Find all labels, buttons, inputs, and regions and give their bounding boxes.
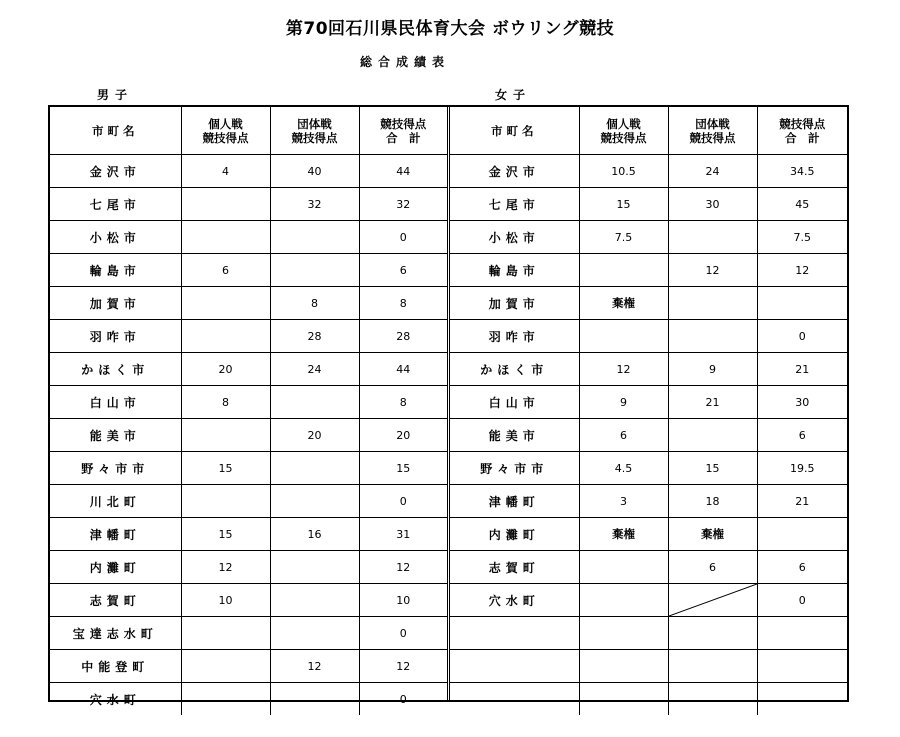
women-city-cell [450, 617, 579, 650]
women-individual-cell: 12 [579, 353, 668, 386]
women-results-table [450, 107, 847, 715]
women-team-cell: 9 [668, 353, 757, 386]
men-team-cell [270, 551, 359, 584]
women-total-cell [757, 617, 847, 650]
women-individual-header: 個人戦 競技得点 [579, 107, 668, 155]
men-city-cell: 野々市市 [50, 452, 181, 485]
table-row [450, 386, 847, 419]
women-individual-cell: 15 [579, 188, 668, 221]
men-team-cell [270, 452, 359, 485]
men-individual-cell: 8 [181, 386, 270, 419]
women-total-cell: 21 [757, 485, 847, 518]
women-total-cell [757, 287, 847, 320]
men-section-label: 男子 [97, 88, 134, 102]
women-total-cell: 34.5 [757, 155, 847, 188]
men-total-cell: 15 [359, 452, 447, 485]
men-city-cell: 白山市 [50, 386, 181, 419]
table-row [450, 320, 847, 353]
table-row [450, 287, 847, 320]
men-total-cell: 28 [359, 320, 447, 353]
men-individual-cell: 15 [181, 452, 270, 485]
table-row [50, 650, 447, 683]
men-individual-cell [181, 287, 270, 320]
men-total-cell: 44 [359, 353, 447, 386]
page-subtitle: 総合成績表 [359, 55, 450, 69]
women-individual-cell: 4.5 [579, 452, 668, 485]
men-total-cell: 20 [359, 419, 447, 452]
men-team-cell [270, 254, 359, 287]
men-total-cell: 44 [359, 155, 447, 188]
men-individual-cell: 15 [181, 518, 270, 551]
women-total-cell: 45 [757, 188, 847, 221]
women-total-cell: 6 [757, 551, 847, 584]
men-total-cell: 8 [359, 386, 447, 419]
women-city-header: 市町名 [450, 107, 579, 155]
men-results-table [50, 107, 447, 715]
men-total-cell: 0 [359, 683, 447, 716]
men-city-cell: 小松市 [50, 221, 181, 254]
men-team-cell: 40 [270, 155, 359, 188]
women-individual-cell [579, 617, 668, 650]
men-total-cell: 6 [359, 254, 447, 287]
table-row [450, 584, 847, 617]
women-city-cell: 白山市 [450, 386, 579, 419]
men-individual-cell [181, 188, 270, 221]
men-team-cell: 8 [270, 287, 359, 320]
table-row [50, 518, 447, 551]
men-total-cell: 0 [359, 617, 447, 650]
women-city-cell: 七尾市 [450, 188, 579, 221]
women-city-cell: 小松市 [450, 221, 579, 254]
women-team-cell [668, 221, 757, 254]
men-team-cell: 12 [270, 650, 359, 683]
women-results [447, 107, 847, 700]
women-individual-cell: 棄権 [579, 287, 668, 320]
men-city-cell: かほく市 [50, 353, 181, 386]
men-total-cell: 0 [359, 221, 447, 254]
page-title: 第70回石川県民体育大会 ボウリング競技 [285, 19, 615, 39]
men-team-cell [270, 386, 359, 419]
table-row [50, 617, 447, 650]
women-total-cell: 30 [757, 386, 847, 419]
table-row [50, 320, 447, 353]
men-total-header: 競技得点 合 計 [359, 107, 447, 155]
men-city-header: 市町名 [50, 107, 181, 155]
men-individual-header: 個人戦 競技得点 [181, 107, 270, 155]
women-individual-cell: 9 [579, 386, 668, 419]
women-city-cell: 津幡町 [450, 485, 579, 518]
women-individual-cell: 7.5 [579, 221, 668, 254]
men-city-cell: 輪島市 [50, 254, 181, 287]
table-row [450, 518, 847, 551]
men-individual-cell: 20 [181, 353, 270, 386]
men-total-cell: 31 [359, 518, 447, 551]
table-row [450, 683, 847, 716]
women-team-cell: 30 [668, 188, 757, 221]
table-row [450, 650, 847, 683]
men-results [50, 107, 447, 707]
table-row [50, 551, 447, 584]
table-row [450, 551, 847, 584]
table-row [50, 452, 447, 485]
table-row [50, 683, 447, 716]
women-city-cell: 能美市 [450, 419, 579, 452]
men-team-cell [270, 485, 359, 518]
women-team-cell [668, 650, 757, 683]
men-team-cell: 28 [270, 320, 359, 353]
women-city-cell: 加賀市 [450, 287, 579, 320]
men-city-cell: 川北町 [50, 485, 181, 518]
men-team-cell: 24 [270, 353, 359, 386]
men-individual-cell [181, 221, 270, 254]
women-individual-cell [579, 551, 668, 584]
women-city-cell: 金沢市 [450, 155, 579, 188]
men-individual-cell [181, 419, 270, 452]
men-city-cell: 金沢市 [50, 155, 181, 188]
women-team-cell: 18 [668, 485, 757, 518]
men-individual-cell [181, 485, 270, 518]
men-city-cell: 羽咋市 [50, 320, 181, 353]
men-city-cell: 志賀町 [50, 584, 181, 617]
men-city-cell: 中能登町 [50, 650, 181, 683]
women-team-cell [668, 287, 757, 320]
women-total-cell [757, 650, 847, 683]
women-team-cell: 棄権 [668, 518, 757, 551]
men-individual-cell: 4 [181, 155, 270, 188]
women-total-cell: 0 [757, 584, 847, 617]
women-individual-cell: 6 [579, 419, 668, 452]
women-individual-cell [579, 254, 668, 287]
table-row [450, 485, 847, 518]
women-team-cell: 6 [668, 551, 757, 584]
women-team-cell: 15 [668, 452, 757, 485]
men-team-cell: 32 [270, 188, 359, 221]
table-row [450, 254, 847, 287]
women-city-cell: かほく市 [450, 353, 579, 386]
men-city-cell: 津幡町 [50, 518, 181, 551]
women-team-cell [668, 419, 757, 452]
women-team-cell [668, 320, 757, 353]
men-city-cell: 内灘町 [50, 551, 181, 584]
women-individual-cell: 棄権 [579, 518, 668, 551]
women-team-cell: 24 [668, 155, 757, 188]
diagonal-slash-line [669, 584, 757, 616]
women-total-cell: 6 [757, 419, 847, 452]
women-total-cell: 12 [757, 254, 847, 287]
women-section-label: 女子 [495, 88, 532, 102]
women-city-cell: 志賀町 [450, 551, 579, 584]
men-individual-cell [181, 683, 270, 716]
men-city-cell: 能美市 [50, 419, 181, 452]
women-city-cell: 羽咋市 [450, 320, 579, 353]
men-individual-cell [181, 320, 270, 353]
women-city-cell: 内灘町 [450, 518, 579, 551]
women-total-header: 競技得点 合 計 [757, 107, 847, 155]
women-city-cell [450, 650, 579, 683]
table-row [450, 221, 847, 254]
men-individual-cell [181, 617, 270, 650]
table-row [50, 155, 447, 188]
women-individual-cell [579, 584, 668, 617]
table-row [450, 353, 847, 386]
men-team-cell [270, 683, 359, 716]
women-total-cell: 7.5 [757, 221, 847, 254]
men-individual-cell: 6 [181, 254, 270, 287]
women-individual-cell: 10.5 [579, 155, 668, 188]
men-team-cell [270, 584, 359, 617]
women-team-header: 団体戦 競技得点 [668, 107, 757, 155]
table-row [50, 254, 447, 287]
table-row [50, 386, 447, 419]
women-individual-cell: 3 [579, 485, 668, 518]
table-row [50, 485, 447, 518]
men-team-header: 団体戦 競技得点 [270, 107, 359, 155]
men-total-cell: 12 [359, 551, 447, 584]
men-total-cell: 12 [359, 650, 447, 683]
women-individual-cell [579, 650, 668, 683]
table-row [50, 419, 447, 452]
men-header-row [50, 107, 447, 155]
men-total-cell: 32 [359, 188, 447, 221]
women-total-cell: 19.5 [757, 452, 847, 485]
women-city-cell [450, 683, 579, 716]
men-team-cell [270, 221, 359, 254]
men-individual-cell: 10 [181, 584, 270, 617]
table-row [50, 353, 447, 386]
men-total-cell: 8 [359, 287, 447, 320]
women-total-cell: 21 [757, 353, 847, 386]
men-city-cell: 七尾市 [50, 188, 181, 221]
men-team-cell [270, 617, 359, 650]
women-team-cell: 21 [668, 386, 757, 419]
women-team-cell-slashed [668, 584, 757, 617]
women-individual-cell [579, 683, 668, 716]
women-team-cell [668, 683, 757, 716]
table-row [450, 188, 847, 221]
women-total-cell: 0 [757, 320, 847, 353]
men-team-cell: 20 [270, 419, 359, 452]
men-team-cell: 16 [270, 518, 359, 551]
men-city-cell: 宝達志水町 [50, 617, 181, 650]
women-team-cell: 12 [668, 254, 757, 287]
men-city-cell: 加賀市 [50, 287, 181, 320]
table-row [450, 617, 847, 650]
men-city-cell: 穴水町 [50, 683, 181, 716]
table-row [450, 452, 847, 485]
women-city-cell: 野々市市 [450, 452, 579, 485]
men-total-cell: 10 [359, 584, 447, 617]
table-row [50, 188, 447, 221]
results-table-frame [48, 105, 849, 707]
table-row [50, 584, 447, 617]
women-individual-cell [579, 320, 668, 353]
table-row [50, 221, 447, 254]
men-total-cell: 0 [359, 485, 447, 518]
women-header-row [450, 107, 847, 155]
women-city-cell: 輪島市 [450, 254, 579, 287]
table-row [450, 419, 847, 452]
women-total-cell [757, 518, 847, 551]
men-individual-cell [181, 650, 270, 683]
women-total-cell [757, 683, 847, 716]
women-team-cell [668, 617, 757, 650]
table-row [450, 155, 847, 188]
men-individual-cell: 12 [181, 551, 270, 584]
table-row [50, 287, 447, 320]
women-city-cell: 穴水町 [450, 584, 579, 617]
